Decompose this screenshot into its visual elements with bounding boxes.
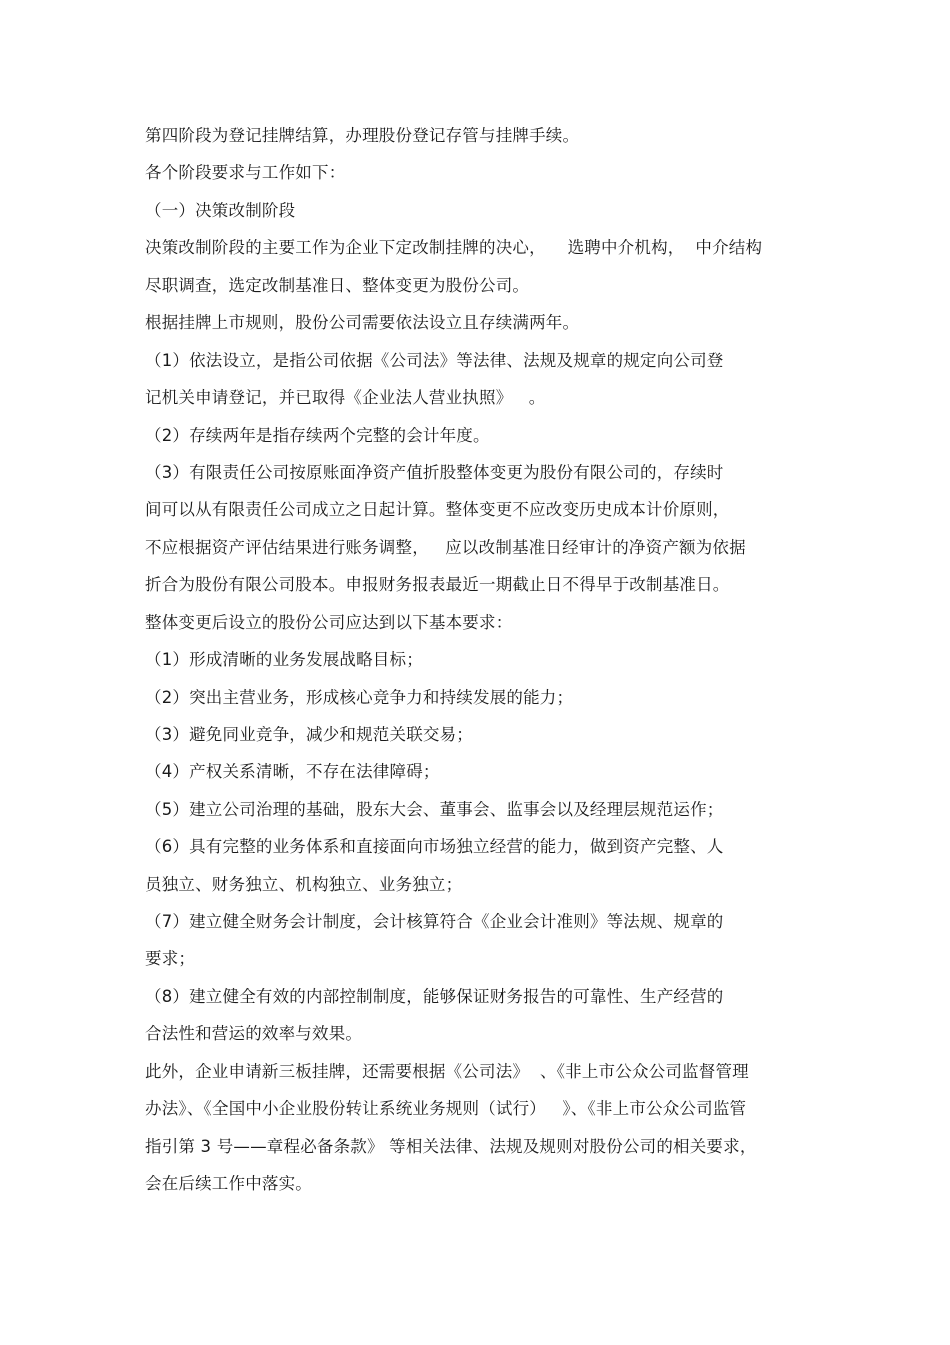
- list-item: （1）形成清晰的业务发展战略目标；: [145, 650, 423, 669]
- text-line: 不应根据资产评估结果进行账务调整， 应以改制基准日经审计的净资产额为依据: [145, 538, 746, 557]
- text-line: （3）有限责任公司按原账面净资产值折股整体变更为股份有限公司的，存续时: [145, 463, 724, 482]
- list-item-continuation: 合法性和营运的效率与效果。: [145, 1024, 363, 1043]
- list-item: （8）建立健全有效的内部控制制度，能够保证财务报告的可靠性、生产经营的: [145, 987, 724, 1006]
- text-line: 整体变更后设立的股份公司应达到以下基本要求：: [145, 613, 513, 632]
- list-item: （5）建立公司治理的基础，股东大会、董事会、监事会以及经理层规范运作；: [145, 800, 724, 819]
- text-line: 此外，企业申请新三板挂牌，还需要根据《公司法》 、《非上市公众公司监督管理: [145, 1062, 749, 1081]
- text-line: 根据挂牌上市规则，股份公司需要依法设立且存续满两年。: [145, 313, 580, 332]
- text-line: 折合为股份有限公司股本。申报财务报表最近一期截止日不得早于改制基准日。: [145, 575, 730, 594]
- text-line: 尽职调查，选定改制基准日、整体变更为股份公司。: [145, 276, 530, 295]
- text-line: 第四阶段为登记挂牌结算，办理股份登记存管与挂牌手续。: [145, 126, 580, 145]
- text-line: 决策改制阶段的主要工作为企业下定改制挂牌的决心， 选聘中介机构， 中介结构: [145, 238, 763, 257]
- list-item: （6）具有完整的业务体系和直接面向市场独立经营的能力，做到资产完整、人: [145, 837, 724, 856]
- list-item-continuation: 员独立、财务独立、机构独立、业务独立；: [145, 875, 463, 894]
- list-item: （2）突出主营业务，形成核心竞争力和持续发展的能力；: [145, 688, 574, 707]
- list-item: （3）避免同业竞争，减少和规范关联交易；: [145, 725, 473, 744]
- text-line: 办法》、《全国中小企业股份转让系统业务规则（试行） 》、《非上市公众公司监管: [145, 1099, 747, 1118]
- text-line: 间可以从有限责任公司成立之日起计算。整体变更不应改变历史成本计价原则，: [145, 500, 730, 519]
- list-item: （4）产权关系清晰，不存在法律障碍；: [145, 762, 440, 781]
- text-line: 指引第 3 号——章程必备条款》 等相关法律、法规及规则对股份公司的相关要求，: [145, 1137, 757, 1156]
- text-line: 各个阶段要求与工作如下：: [145, 163, 346, 182]
- list-item: （7）建立健全财务会计制度，会计核算符合《企业会计准则》等法规、规章的: [145, 912, 724, 931]
- list-item-continuation: 要求；: [145, 949, 196, 968]
- text-line: 记机关申请登记，并已取得《企业法人营业执照》 。: [145, 388, 546, 407]
- section-heading: （一）决策改制阶段: [145, 201, 296, 220]
- text-line: 会在后续工作中落实。: [145, 1174, 312, 1193]
- text-line: （2）存续两年是指存续两个完整的会计年度。: [145, 426, 490, 445]
- text-line: （1）依法设立，是指公司依据《公司法》等法律、法规及规章的规定向公司登: [145, 351, 724, 370]
